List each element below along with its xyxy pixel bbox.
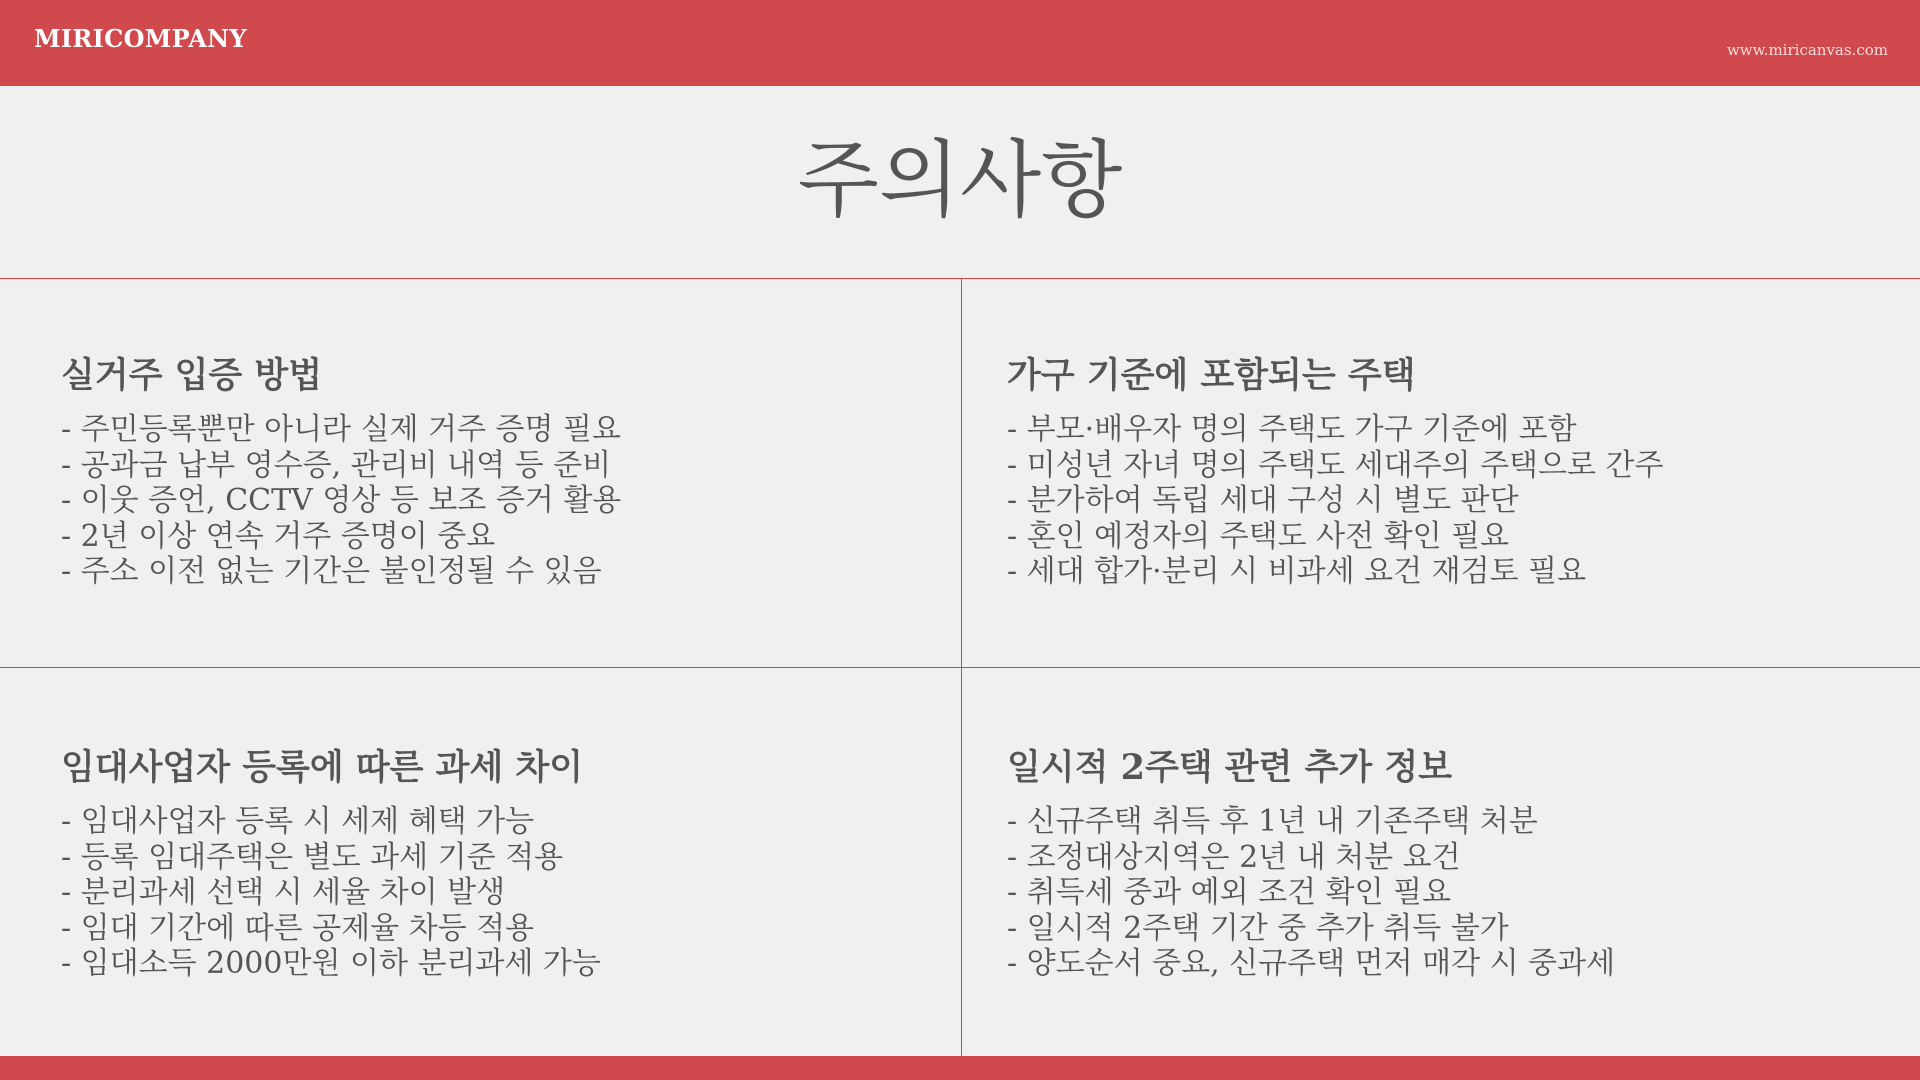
list-item: - 양도순서 중요, 신규주택 먼저 매각 시 중과세 (1007, 946, 1616, 981)
list-item: - 미성년 자녀 명의 주택도 세대주의 주택으로 간주 (1007, 447, 1664, 483)
section-rental-business (61, 744, 941, 982)
list-item: - 일시적 2주택 기간 중 추가 취득 불가 (1007, 910, 1509, 946)
brand-name: MIRICOMPANY (34, 24, 247, 53)
list-item: - 세대 합가·분리 시 비과세 요건 재검토 필요 (1007, 554, 1587, 589)
section-heading: 임대사업자 등록에 따른 과세 차이 (61, 747, 584, 788)
list-item: - 임대소득 2000만원 이하 분리과세 가능 (61, 946, 601, 981)
section-household-housing (1007, 352, 1887, 590)
list-item: - 공과금 납부 영수증, 관리비 내역 등 준비 (61, 447, 612, 483)
list-item: - 혼인 예정자의 주택도 사전 확인 필요 (1007, 518, 1510, 554)
section-temporary-two-houses (1007, 744, 1887, 982)
list-item: - 임대 기간에 따른 공제율 차등 적용 (61, 910, 535, 946)
section-heading: 가구 기준에 포함되는 주택 (1007, 355, 1416, 396)
footer-bar (0, 1056, 1920, 1080)
section-heading: 실거주 입증 방법 (61, 355, 323, 396)
list-item: - 분리과세 선택 시 세율 차이 발생 (61, 875, 506, 910)
list-item: - 주민등록뿐만 아니라 실제 거주 증명 필요 (61, 412, 622, 447)
list-item: - 분가하여 독립 세대 구성 시 별도 판단 (1007, 483, 1519, 518)
section-heading: 일시적 2주택 관련 추가 정보 (1007, 747, 1453, 788)
website-url: www.miricanvas.com (1726, 41, 1888, 59)
section-list (61, 412, 941, 590)
list-item: - 등록 임대주택은 별도 과세 기준 적용 (61, 839, 564, 875)
list-item: - 2년 이상 연속 거주 증명이 중요 (61, 518, 496, 554)
list-item: - 주소 이전 없는 기간은 불인정될 수 있음 (61, 554, 602, 589)
section-residence-proof (61, 352, 941, 590)
divider-middle (0, 667, 1920, 668)
list-item: - 임대사업자 등록 시 세제 혜택 가능 (61, 804, 535, 839)
divider-top (0, 278, 1920, 279)
list-item: - 조정대상지역은 2년 내 처분 요건 (1007, 839, 1461, 875)
section-list (1007, 412, 1887, 590)
list-item: - 신규주택 취득 후 1년 내 기존주택 처분 (1007, 804, 1538, 839)
list-item: - 이웃 증언, CCTV 영상 등 보조 증거 활용 (61, 483, 622, 518)
section-list (1007, 804, 1887, 982)
list-item: - 취득세 중과 예외 조건 확인 필요 (1007, 875, 1452, 910)
list-item: - 부모·배우자 명의 주택도 가구 기준에 포함 (1007, 412, 1577, 447)
section-list (61, 804, 941, 982)
divider-vertical (961, 278, 962, 1056)
header-bar (0, 0, 1920, 86)
page-title: 주의사항 (797, 131, 1123, 229)
